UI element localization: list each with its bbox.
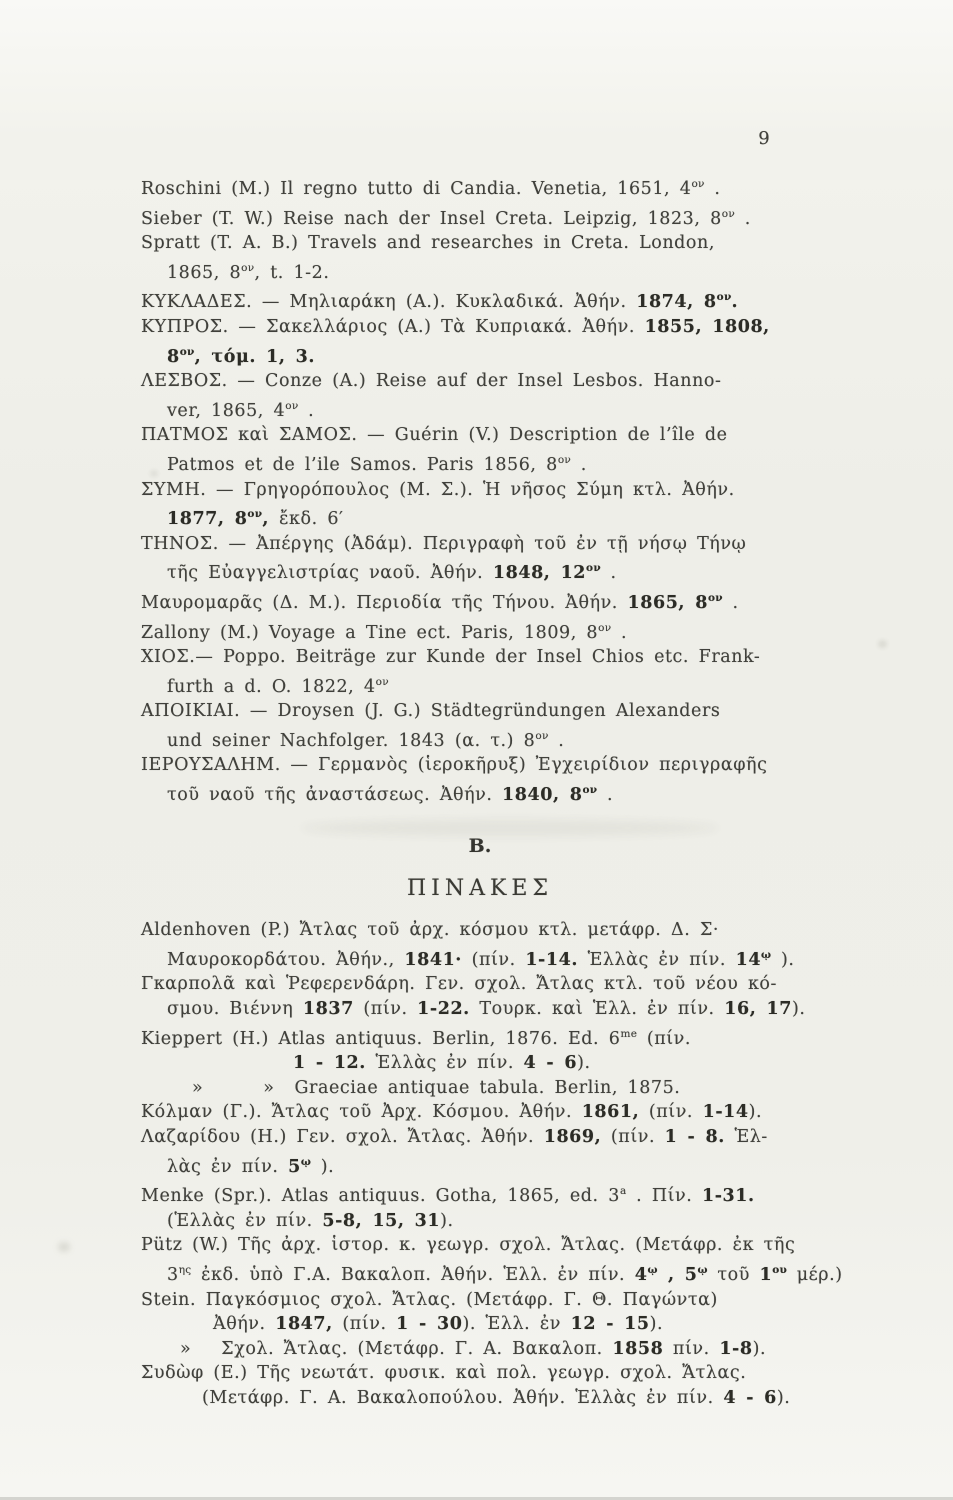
- text-segment: ον: [375, 675, 389, 688]
- text-segment: 1865, 8: [627, 592, 708, 613]
- text-segment: Graeciae antiquae tabula. Berlin, 1875.: [294, 1077, 681, 1098]
- text-segment: 1 - 12.: [293, 1053, 366, 1074]
- text-segment: ).: [771, 949, 795, 970]
- text-segment: (Ἑλλὰς ἐν πίν.: [167, 1210, 323, 1231]
- text-segment: me: [620, 1027, 638, 1040]
- text-segment: a: [619, 1185, 627, 1198]
- text-segment: 1855, 1808,: [644, 316, 770, 337]
- text-segment: Patmos et de l’ile Samos. Paris 1856, 8: [167, 454, 558, 475]
- text-segment: Μαυροκορδάτου. Ἀθήν.,: [167, 949, 405, 970]
- text-segment: 5-8, 15, 31: [322, 1210, 441, 1231]
- text-segment: ΧΙΟΣ.— Poppo. Beiträge zur Kunde der Insel Chios etc. Frank-: [141, 647, 761, 668]
- text-segment: 1840, 8: [502, 785, 583, 806]
- bib-line: [141, 231, 819, 256]
- bib-line: [141, 202, 819, 232]
- text-segment: μέρ.): [787, 1264, 843, 1285]
- text-segment: furth a d. O. 1822, 4: [167, 676, 376, 697]
- bib-line: [141, 478, 819, 503]
- text-segment: Aldenhoven (P.) Ἄτλας τοῦ ἀρχ. κόσμου κτλ. μετάφρ. Δ. Σ·: [141, 920, 719, 941]
- text-segment: ΚΥΠΡΟΣ. — Σακελλάριος (Α.) Τὰ Κυπριακά. Ἀθήν.: [141, 316, 645, 337]
- bib-line: [141, 724, 819, 754]
- text-segment: Ἀθήν.: [213, 1314, 276, 1335]
- text-segment: Κόλμαν (Γ.). Ἄτλας τοῦ Ἀρχ. Κόσμου. Ἀθήν.: [141, 1102, 582, 1123]
- bib-line: [141, 616, 819, 646]
- text-segment: ης: [178, 1263, 192, 1276]
- bib-line: [141, 778, 819, 808]
- text-segment: .: [735, 208, 751, 229]
- text-segment: 1865, 8: [167, 262, 242, 283]
- bib-line: [141, 670, 819, 700]
- bib-line: [141, 423, 819, 448]
- bib-line: [141, 256, 819, 286]
- text-segment: 1861,: [581, 1102, 640, 1123]
- text-segment: 4 - 6: [523, 1053, 578, 1074]
- bib-line: [141, 315, 819, 340]
- bib-line: [141, 1288, 819, 1313]
- text-segment: ον: [707, 591, 723, 604]
- text-segment: (Μετάφρ. Γ. Α. Βακαλοπούλου. Ἀθήν. Ἑλλὰς ἐν πίν.: [202, 1387, 724, 1408]
- bib-line: [141, 1258, 843, 1288]
- text-segment: 4: [634, 1264, 648, 1285]
- text-segment: ΚΥΚΛΑΔΕΣ. — Μηλιαράκη (Α.). Κυκλαδικά. Ἀθήν.: [141, 292, 637, 313]
- text-segment: ῳ: [761, 948, 772, 961]
- text-segment: ).: [311, 1156, 335, 1177]
- bib-line: [141, 1179, 819, 1209]
- text-segment: Sieber (T. W.) Reise nach der Insel Creta. Leipzig, 1823, 8: [141, 208, 722, 229]
- text-segment: .: [611, 622, 628, 643]
- text-segment: σμου. Βιέννη: [167, 999, 303, 1020]
- bib-line: [141, 1100, 819, 1125]
- text-segment: ).: [440, 1210, 454, 1231]
- text-segment: 1858: [612, 1338, 664, 1359]
- text-segment: 1: [759, 1264, 773, 1285]
- text-segment: Μαυρομαρᾶς (Δ. Μ.). Περιοδία τῆς Τήνου. Ἀθήν.: [141, 592, 628, 613]
- bib-line: [141, 532, 819, 557]
- bib-line: [141, 645, 819, 670]
- text-segment: (πίν.: [637, 1028, 691, 1049]
- text-segment: ΤΗΝΟΣ. — Ἀπέργης (Ἀδάμ). Περιγραφὴ τοῦ ἐν τῇ νήσῳ Τήνῳ: [141, 533, 747, 554]
- text-segment: ΑΠΟΙΚΙΑΙ. — Droysen (J. G.) Städtegründungen Alexanders: [141, 701, 721, 722]
- bib-line: [141, 1386, 819, 1411]
- bib-line: [141, 502, 819, 532]
- bib-line: [141, 1125, 819, 1150]
- text-segment: ΠΑΤΜΟΣ καὶ ΣΑΜΟΣ. — Guérin (V.) Description de l’île de: [141, 425, 728, 446]
- text-segment: 1-22.: [417, 999, 470, 1020]
- text-segment: 1-14: [702, 1102, 749, 1123]
- text-segment: ον: [716, 291, 732, 304]
- text-segment: ver, 1865, 4: [167, 400, 286, 421]
- bib-line: [141, 285, 819, 315]
- text-segment: ῳ: [647, 1263, 658, 1276]
- text-segment: (πίν.: [601, 1127, 665, 1147]
- text-segment: 3: [167, 1264, 179, 1285]
- text-segment: ,: [262, 509, 280, 530]
- text-segment: ον: [721, 207, 736, 220]
- text-segment: 16, 17: [724, 999, 792, 1020]
- text-segment: 1837: [302, 999, 354, 1020]
- bibliography-section-a: [141, 172, 819, 808]
- bib-line: [141, 1051, 819, 1076]
- text-segment: ον: [586, 562, 601, 575]
- text-column: [141, 172, 843, 1411]
- text-segment: ου: [772, 1263, 788, 1276]
- text-segment: 1-31.: [701, 1186, 755, 1207]
- text-segment: , τόμ. 1, 3.: [194, 346, 315, 367]
- text-segment: 8: [167, 346, 180, 367]
- bib-line: [141, 1337, 819, 1362]
- text-segment: ΙΕΡΟΥΣΑΛΗΜ. — Γερμανὸς (ἱεροκῆρυξ) Ἐγχειρίδιον περιγραφῆς: [141, 755, 768, 776]
- bib-line: [141, 997, 819, 1022]
- text-segment: ον: [247, 508, 263, 521]
- text-segment: 1 - 30: [396, 1314, 463, 1335]
- text-segment: 1847,: [275, 1314, 333, 1335]
- text-segment: .: [600, 563, 617, 584]
- text-segment: ).: [791, 999, 806, 1020]
- text-segment: ῳ: [300, 1155, 312, 1168]
- text-segment: Σχολ. Ἄτλας. (Μετάφρ. Γ. Α. Βακαλοπ.: [221, 1338, 613, 1359]
- text-segment: ον: [691, 178, 705, 190]
- text-segment: Ἑλλὰς ἐν πίν.: [577, 949, 736, 970]
- section-title: ΠΙΝΑΚΕΣ: [406, 876, 554, 902]
- text-segment: ον: [557, 453, 572, 466]
- text-segment: ΣΥΜΗ. — Γρηγορόπουλος (Μ. Σ.). Ἡ νῆσος Σύμη κτλ. Ἀθήν.: [141, 479, 735, 500]
- bib-line: [141, 1209, 819, 1234]
- text-segment: 1-8: [719, 1338, 753, 1359]
- bib-line: [141, 1361, 819, 1386]
- text-segment: ).: [776, 1387, 791, 1408]
- text-segment: 12 - 15: [570, 1314, 650, 1335]
- text-segment: Roschini (M.) Il regno tutto di Candia. Venetia, 1651, 4: [141, 179, 692, 199]
- text-segment: 1841·: [404, 949, 462, 970]
- text-segment: Ἑλ-: [724, 1127, 768, 1147]
- text-segment: 1848, 12: [492, 563, 587, 584]
- text-segment: (πίν.: [639, 1102, 703, 1123]
- text-segment: 1877, 8: [167, 509, 248, 530]
- text-segment: .: [597, 785, 614, 806]
- bib-line: [141, 972, 819, 997]
- text-segment: 5: [288, 1156, 301, 1177]
- text-segment: .: [722, 592, 739, 613]
- scan-smudge: [878, 640, 887, 648]
- scan-smudge: [58, 1242, 70, 1252]
- text-segment: .: [298, 400, 315, 421]
- text-segment: (πίν.: [332, 1314, 397, 1335]
- text-segment: (πίν.: [353, 999, 418, 1020]
- text-segment: λὰς ἐν πίν.: [167, 1156, 289, 1177]
- text-segment: »: [180, 1338, 192, 1359]
- text-segment: Γκαρπολᾶ καὶ Ῥεφερενδάρη. Γεν. σχολ. Ἄτλας κτλ. τοῦ νέου κό-: [141, 974, 777, 995]
- text-segment: ).: [752, 1338, 767, 1359]
- text-segment: ον: [179, 345, 195, 358]
- bib-line: [141, 918, 819, 943]
- text-segment: Λαζαρίδου (Η.) Γεν. σχολ. Ἄτλας. Ἀθήν.: [141, 1127, 544, 1147]
- page-number: 9: [758, 128, 770, 149]
- text-segment: ον: [285, 399, 299, 412]
- text-segment: »: [263, 1077, 275, 1098]
- bib-line: [141, 1150, 819, 1180]
- text-segment: Kieppert (H.) Atlas antiquus. Berlin, 1876. Ed. 6: [141, 1028, 621, 1049]
- text-segment: .: [548, 730, 565, 751]
- text-segment: .: [731, 292, 739, 313]
- text-segment: Ἑλλὰς ἐν πίν.: [365, 1053, 524, 1074]
- text-segment: 1-14.: [525, 949, 578, 970]
- text-segment: ).: [649, 1314, 664, 1335]
- text-segment: . Πίν.: [626, 1186, 702, 1207]
- text-segment: ἐκδ. ὑπὸ Γ.Α. Βακαλοπ. Ἀθήν. Ἑλλ. ἐν πίν.: [191, 1264, 635, 1285]
- text-segment: 1874, 8: [636, 292, 717, 313]
- text-segment: Menke (Spr.). Atlas antiquus. Gotha, 1865, ed. 3: [141, 1186, 620, 1207]
- text-segment: 1 - 8.: [664, 1127, 725, 1147]
- text-segment: .: [571, 454, 587, 475]
- bib-line: [141, 1022, 819, 1052]
- text-segment: .: [704, 179, 721, 199]
- text-segment: Συδὼφ (Ε.) Τῆς νεωτάτ. φυσικ. καὶ πολ. γεωγρ. σχολ. Ἄτλας.: [141, 1363, 747, 1384]
- text-segment: ον: [598, 621, 612, 634]
- text-segment: ).: [748, 1102, 763, 1123]
- text-segment: 5: [684, 1264, 698, 1285]
- text-segment: ΛΕΣΒΟΣ. — Conze (A.) Reise auf der Insel Lesbos. Hanno-: [141, 371, 722, 392]
- bib-line: [141, 1233, 819, 1258]
- bib-line: [141, 172, 819, 202]
- bib-line: [141, 448, 819, 478]
- bib-line: [141, 556, 819, 586]
- text-segment: ον: [241, 261, 255, 274]
- text-segment: ).: [577, 1053, 591, 1074]
- text-segment: , t. 1-2.: [254, 262, 330, 283]
- text-segment: Stein. Παγκόσμιος σχολ. Ἄτλας. (Μετάφρ. Γ. Θ. Παγώντα): [141, 1289, 718, 1310]
- text-segment: und seiner Nachfolger. 1843 (α. τ.) 8: [167, 730, 536, 751]
- text-segment: ον: [535, 729, 549, 742]
- text-segment: 4 - 6: [723, 1387, 777, 1408]
- bib-line: [141, 753, 819, 778]
- text-segment: ῳ: [697, 1263, 708, 1276]
- text-segment: πίν.: [663, 1338, 720, 1359]
- text-segment: τοῦ: [707, 1264, 760, 1285]
- text-segment: (πίν.: [461, 949, 526, 970]
- bib-line: [141, 699, 819, 724]
- text-segment: »: [192, 1077, 204, 1098]
- bib-line: [141, 943, 819, 973]
- text-segment: τῆς Εὐαγγελιστρίας ναοῦ. Ἀθήν.: [167, 563, 493, 584]
- bib-line: [141, 1076, 819, 1101]
- bib-line: [141, 394, 819, 424]
- bibliography-section-b: [141, 918, 843, 1410]
- section-letter-heading: Β.: [468, 834, 492, 857]
- text-segment: ον: [582, 784, 598, 797]
- text-segment: ,: [657, 1264, 685, 1285]
- text-segment: Τουρκ. καὶ Ἑλλ. ἐν πίν.: [469, 999, 725, 1020]
- text-segment: 14: [735, 949, 762, 970]
- bib-line: [141, 1312, 819, 1337]
- bib-line: [141, 340, 819, 370]
- bib-line: [141, 369, 819, 394]
- text-segment: ). Ἑλλ. ἐν: [462, 1314, 571, 1335]
- text-segment: Spratt (T. A. B.) Travels and researches in Creta. London,: [141, 233, 715, 254]
- bib-line: [141, 586, 819, 616]
- text-segment: τοῦ ναοῦ τῆς ἀναστάσεως. Ἀθήν.: [167, 785, 503, 806]
- text-segment: 1869,: [543, 1127, 602, 1147]
- text-segment: ἔκδ. 6′: [279, 509, 344, 530]
- text-segment: Pütz (W.) Τῆς ἀρχ. ἱστορ. κ. γεωγρ. σχολ. Ἄτλας. (Μετάφρ. ἐκ τῆς: [141, 1235, 796, 1256]
- text-segment: Zallony (M.) Voyage a Tine ect. Paris, 1809, 8: [141, 622, 599, 643]
